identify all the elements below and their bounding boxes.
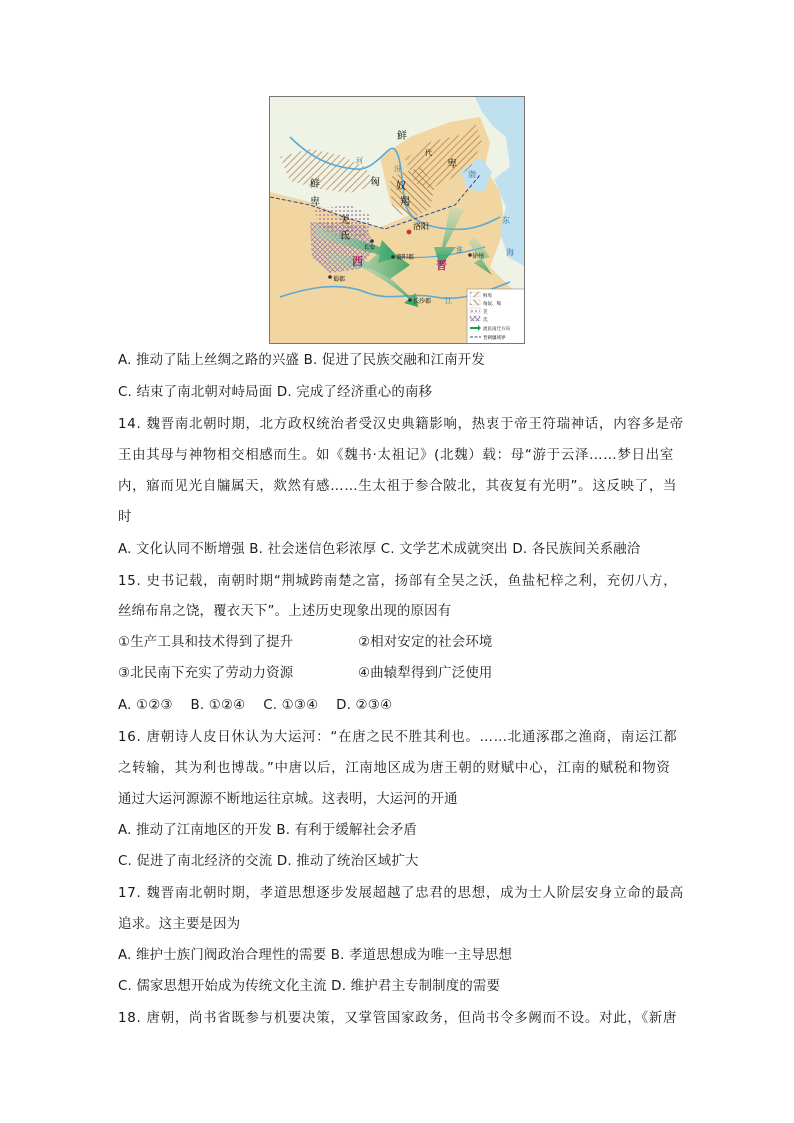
q17-options-ab: A. 维护士族门阀政治合理性的需要 B. 孝道思想成为唯一主导思想	[118, 948, 513, 963]
q15-item-1: ①生产工具和技术得到了提升	[118, 635, 294, 650]
legend-qiang: 羌	[483, 310, 488, 315]
label-dai: 代	[425, 149, 432, 157]
label-jin: 晋	[436, 259, 447, 272]
label-xianbei-n2: 卑	[447, 159, 457, 170]
q16-stem-line1: 16. 唐朝诗人皮日休认为大运河：“在唐之民不胜其利也。……北通涿郡之渔商，南运江都	[118, 730, 678, 745]
label-bohai: 渤	[468, 170, 476, 179]
historical-map	[269, 96, 525, 344]
q14-stem-line2: 王由其母与神物相交相感而生。如《魏书·太祖记》(北魏）载：母“游于云泽……梦日出室	[118, 448, 675, 463]
label-di: 氐	[340, 231, 350, 242]
label-xianbei-w2: 卑	[310, 197, 320, 208]
q15-items-12	[118, 634, 493, 652]
label-river-jiang: 江	[445, 297, 452, 305]
label-jie: 羯	[400, 197, 410, 208]
legend-xiongnu-jie: 匈奴、羯	[483, 302, 501, 307]
q17-stem-line2: 追求。这主要是因为	[118, 917, 241, 932]
label-hai: 海	[506, 248, 514, 257]
q15-item-2: ②相对安定的社会环境	[358, 635, 493, 650]
q16-options-ab: A. 推动了江南地区的开发 B. 有利于缓解社会矛盾	[118, 823, 418, 838]
label-xianbei-w1: 鲜	[310, 179, 320, 190]
q15-items-34	[118, 665, 493, 683]
label-dong: 东	[502, 216, 510, 225]
q16-options-cd: C. 促进了南北经济的交流 D. 推动了统治区域扩大	[118, 854, 419, 869]
label-qiang: 羌	[340, 215, 350, 226]
q17-options-cd: C. 儒家思想开始成为传统文化主流 D. 维护君主专制制度的需要	[118, 979, 501, 994]
label-xianbei-n1: 鲜	[397, 131, 407, 142]
xiangyang-dot	[391, 255, 395, 259]
luoyang-dot	[407, 230, 412, 235]
label-river-fen: 汾	[394, 165, 401, 173]
q14-stem-line3: 内，寤而见光自牖属天，欻然有感……生太祖于参合陂北，其夜复有光明”。这反映了，当	[118, 479, 678, 494]
shu-dot	[328, 275, 332, 279]
q14-stem-line1: 14. 魏晋南北朝时期，北方政权统治者受汉史典籍影响，热衷于帝王符瑞神话，内容多是帝	[118, 417, 684, 432]
q15-item-4: ④曲辕犁得到广泛使用	[358, 666, 493, 681]
label-river-huai: 淮	[456, 246, 463, 254]
legend-migration: 流民南迁方向	[483, 327, 510, 332]
q13-options-cd: C. 结束了南北朝对峙局面 D. 完成了经济重心的南移	[118, 385, 433, 400]
q16-stem-line2: 之转输，其为利也博哉。”中唐以后，江南地区成为唐王朝的财赋中心，江南的赋税和物资	[118, 761, 671, 776]
label-xiongnu-1: 匈	[370, 177, 380, 188]
q18-stem-line1: 18. 唐朝，尚书省既参与机要决策，又掌管国家政务，但尚书令多阙而不设。对此，《新唐	[118, 1011, 678, 1026]
label-xuzhou: 徐州	[472, 253, 485, 260]
q14-options: A. 文化认同不断增强 B. 社会迷信色彩浓厚 C. 文学艺术成就突出 D. 各民族间关系融洽	[118, 542, 641, 557]
label-xi: 西	[352, 255, 363, 268]
changsha-dot	[408, 298, 412, 302]
q15-stem-line1: 15. 史书记载，南朝时期“荆城跨南楚之富，扬部有全吴之沃，鱼盐杞梓之利，充仞八方，	[118, 574, 678, 589]
legend-border: 晋朝疆域界	[483, 336, 506, 341]
label-xiongnu-2: 奴	[396, 181, 406, 192]
q15-options: A. ①②③ B. ①②④ C. ①③④ D. ②③④	[118, 698, 393, 713]
q16-stem-line3: 通过大运河源源不断地运往京城。这表明，大运河的开通	[118, 792, 458, 807]
q17-stem-line1: 17. 魏晋南北朝时期，孝道思想逐步发展超越了忠君的思想，成为士人阶层安身立命的最高	[118, 886, 684, 901]
label-changsha: 长沙郡	[413, 298, 432, 305]
label-shu: 蜀郡	[333, 276, 346, 283]
label-xiangyang: 襄阳郡	[396, 254, 415, 261]
q14-stem-line4: 时	[118, 510, 132, 525]
map-legend	[467, 289, 525, 344]
label-changan: 长安	[364, 245, 376, 251]
q15-item-3: ③北民南下充实了劳动力资源	[118, 666, 294, 681]
legend-xianbei: 鲜卑	[483, 294, 492, 299]
q13-options-ab: A. 推动了陆上丝绸之路的兴盛 B. 促进了民族交融和江南开发	[118, 353, 485, 368]
label-river-he: 河	[356, 157, 363, 165]
changan-dot	[370, 239, 374, 243]
q15-stem-line2: 丝绵布帛之饶，覆衣天下”。上述历史现象出现的原因有	[118, 604, 452, 619]
map-svg	[270, 97, 525, 344]
label-luoyang: 洛阳	[413, 222, 429, 231]
legend-di: 氐	[483, 318, 488, 323]
